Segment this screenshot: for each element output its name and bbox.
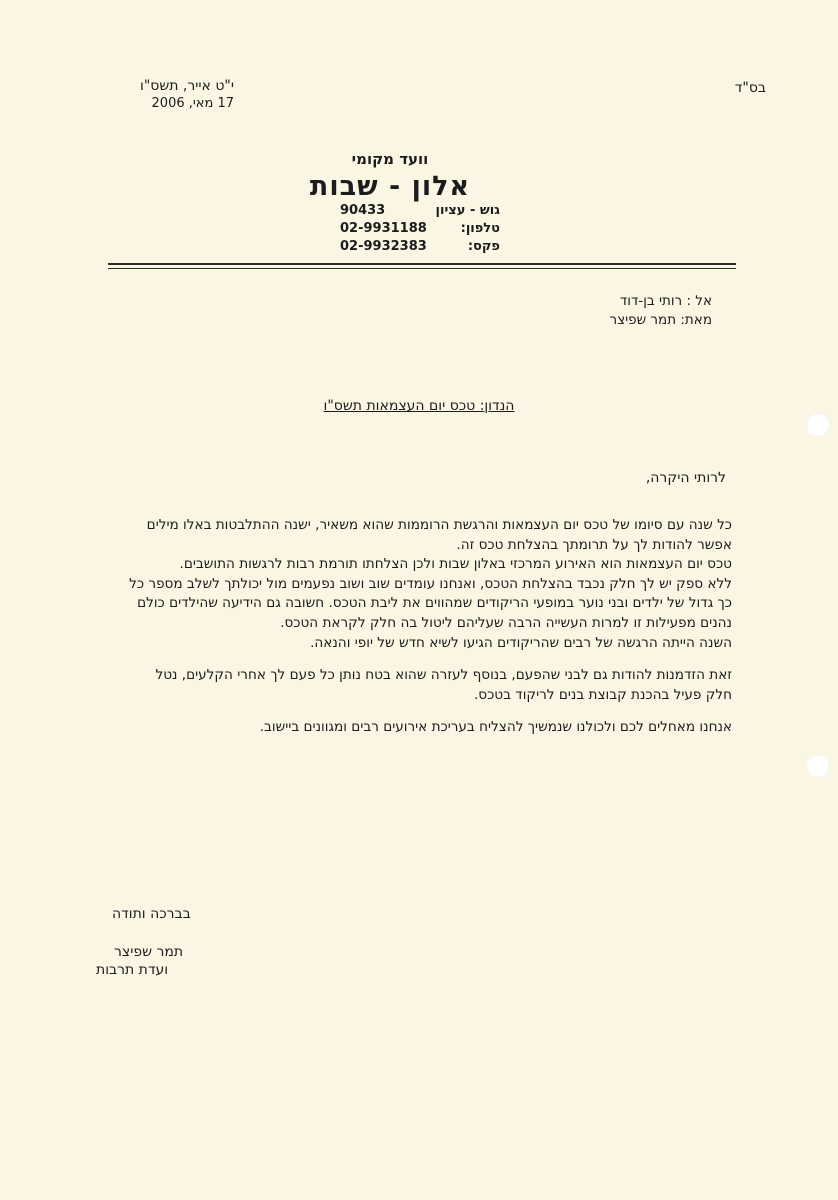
greeting: לרותי היקרה, — [645, 470, 726, 486]
letterhead-divider-thin — [108, 268, 736, 269]
region-label: גוש - עציון — [435, 203, 500, 218]
fax-label: פקס: — [467, 239, 500, 254]
body-paragraph: ללא ספק יש לך חלק נכבד בהצלחת הטכס, ואנחנו עומדים שוב ושוב נפעמים מול יכולתך לשלב מספר כל כך גדול של ילדים ובני נוער במופעי הריקודים שמהווים את ליבת הטכס. חשובה גם הידיעה שהילדים כולם נהנים מפעילות זו למרות העשייה הרבה שעליהם ליטול בה חלק לקראת הטכס. — [129, 575, 732, 631]
subject-line: הנדון: טכס יום העצמאות תשס"ו — [323, 398, 515, 414]
hebrew-date: י"ט אייר, תשס"ו — [140, 78, 234, 94]
phone-label: טלפון: — [460, 221, 500, 236]
body-paragraph: זאת הזדמנות להודות גם לבני שהפעם, בנוסף לעזרה שהוא בטח נותן כל פעם לך אחרי הקלעים, נטל חלק פעיל בהכנת קבוצת בנים לריקוד בטכס. — [155, 667, 732, 703]
phone-number: 02-9931188 — [340, 221, 427, 236]
phone-row — [340, 221, 500, 240]
council-title: וועד מקומי — [351, 150, 429, 168]
letter-body — [126, 516, 732, 738]
closing-line: בברכה ותודה — [112, 906, 191, 922]
gregorian-date: 17 מאי, 2006 — [151, 96, 234, 111]
body-paragraph: אנחנו מאחלים לכם ולכולנו שנמשיך להצליח בעריכת אירועים רבים ומגוונים ביישוב. — [259, 719, 732, 736]
village-name: אלון - שבות — [309, 171, 471, 202]
postal-code: 90433 — [340, 203, 386, 218]
fax-row — [340, 239, 500, 258]
region-row — [340, 203, 500, 222]
recipient-line: אל : רותי בן-דוד — [619, 293, 712, 309]
body-paragraph: השנה הייתה הרגשה של רבים שהריקודים הגיעו לשיא חדש של יופי והנאה. — [310, 634, 732, 651]
body-paragraph: טכס יום העצמאות הוא האירוע המרכזי באלון שבות ולכן הצלחתו תורמת רבות לרגשות התושבים. — [179, 556, 732, 573]
punch-hole — [806, 413, 830, 437]
signature-name: תמר שפיצר — [114, 944, 184, 960]
sender-line: מאת: תמר שפיצר — [609, 312, 712, 328]
bsd-mark: בס"ד — [734, 80, 766, 96]
signature-role: ועדת תרבות — [96, 962, 169, 978]
letterhead-divider-thick — [108, 263, 736, 265]
fax-number: 02-9932383 — [340, 239, 427, 254]
punch-hole — [806, 754, 830, 778]
body-paragraph: כל שנה עם סיומו של טכס יום העצמאות והרגשת הרוממות שהוא משאיר, ישנה ההתלבטות באלו מילים אפשר להודות לך על תרומתך בהצלחת טכס זה. — [146, 517, 732, 553]
